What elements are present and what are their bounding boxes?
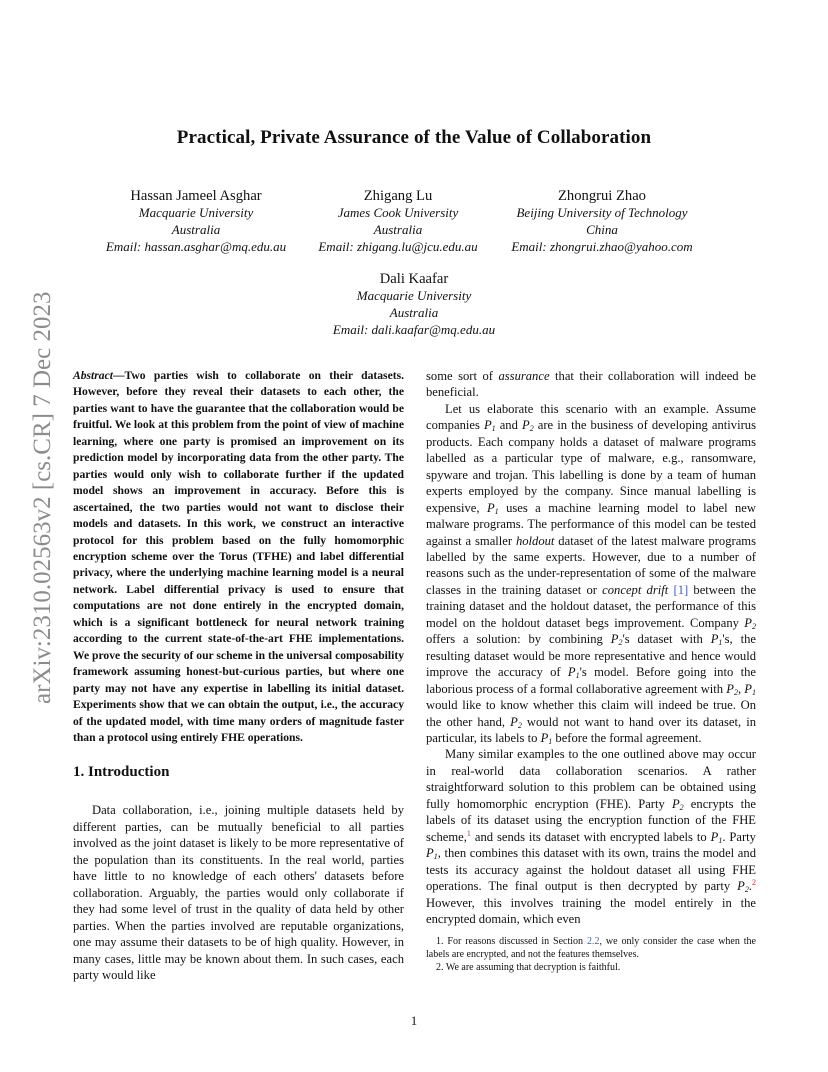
- footnote: 2. We are assuming that decryption is faithful.: [436, 962, 621, 974]
- author-name: Zhigang Lu: [363, 188, 433, 204]
- footnote-marker[interactable]: 2: [752, 877, 756, 887]
- author-country: Australia: [171, 221, 221, 237]
- party-symbol: $P_1$: [426, 846, 438, 862]
- author-affiliation: Beijing University of Technology: [516, 205, 688, 220]
- section-heading: 1. Introduction: [73, 764, 170, 781]
- author-block: [496, 187, 708, 255]
- author-affiliation: Macquarie University: [138, 205, 254, 220]
- party-symbol: $P_1$: [744, 681, 756, 697]
- citation-link[interactable]: [1]: [673, 582, 689, 597]
- arxiv-identifier: [28, 292, 58, 704]
- author-country: Australia: [373, 221, 423, 237]
- page-number: 1: [410, 1014, 418, 1028]
- party-symbol: $P_1$: [483, 418, 496, 434]
- party-symbol: $P_1$: [710, 632, 723, 648]
- page-title: Practical, Private Assurance of the Value of Collaboration: [176, 127, 652, 148]
- author-country: China: [586, 221, 618, 237]
- footnote: 1. For reasons discussed in Section 2.2, we only consider the case when the labels are encrypted, and not the features themselves.: [426, 936, 756, 961]
- author-email: Email: dali.kaafar@mq.edu.au: [332, 321, 496, 337]
- author-name: Dali Kaafar: [379, 271, 449, 287]
- party-symbol: $P_2$: [671, 796, 684, 812]
- author-name: Hassan Jameel Asghar: [130, 188, 262, 204]
- party-symbol: $P_1$: [486, 500, 499, 516]
- footnotes: [426, 935, 756, 975]
- section-link[interactable]: 2.2: [586, 936, 600, 947]
- party-symbol: $P_2$: [610, 632, 623, 648]
- party-symbol: $P_1$: [567, 665, 580, 681]
- author-affiliation: James Cook University: [337, 205, 459, 220]
- author-block: [96, 187, 296, 255]
- party-symbol: $P_2$: [737, 879, 749, 895]
- author-email: Email: zhongrui.zhao@yahoo.com: [511, 238, 693, 254]
- abstract-label: Abstract: [73, 369, 113, 382]
- author-email: Email: zhigang.lu@jcu.edu.au: [318, 238, 478, 254]
- abstract: [73, 368, 404, 746]
- author-email: Email: hassan.asghar@mq.edu.au: [105, 238, 287, 254]
- intro-paragraph: Data collaboration, i.e., joining multiple datasets held by different parties, can be mutually beneficial to all parties involved as the joint dataset is likely to be more representative of the population than its constituents. In the real world, parties have little to no knowledge of each others' datasets before collaboration. Arguably, the parties would only collaborate if they had some level of trust in the quality of data held by other parties. When the parties involved are reputable organizations, one may assume their datasets to be of high quality. However, in many cases, little may be known about them. In such cases, each party would like: [73, 803, 404, 982]
- party-symbol: $P_2$: [521, 418, 534, 434]
- party-symbol: $P_2$: [744, 615, 756, 631]
- author-affiliation: Macquarie University: [356, 288, 472, 303]
- abstract-text: —Two parties wish to collaborate on their datasets. However, before they reveal their datasets to each other, the parties want to have the guarantee that the collaboration would be fruitful. We look at this problem from the point of view of machine learning, where one party is promised an improvement on its prediction model by incorporating data from the other party. The parties would only wish to collaborate further if the updated model shows an improvement in accuracy. Before this is ascertained, the two parties would not want to disclose their models and datasets. In this work, we construct an interactive protocol for this problem based on the fully homomorphic encryption scheme over the Torus (TFHE) and label differential privacy, where the underlying machine learning model is a neural network. Label differential privacy is used to ensure that computations are not done entirely in the encrypted domain, which is a significant bottleneck for neural network training according to the current state-of-the-art FHE implementations. We prove the security of our scheme in the universal composability framework assuming honest-but-curious parties, but where one party may not have any expertise in labelling its initial dataset. Experiments show that we can obtain the output, i.e., the accuracy of the updated model, with time many orders of magnitude faster than a protocol using entirely FHE operations.: [73, 369, 404, 744]
- party-symbol: $P_2$: [726, 681, 738, 697]
- footnote-marker[interactable]: 1: [466, 828, 471, 838]
- author-block: [298, 187, 498, 255]
- left-column: [73, 368, 404, 983]
- author-block: [314, 270, 514, 338]
- body-paragraph: some sort of assurance that their collaboration will indeed be beneficial.: [426, 369, 756, 400]
- party-symbol: $P_1$: [540, 730, 553, 746]
- right-column: [426, 368, 756, 927]
- author-country: Australia: [389, 304, 439, 320]
- author-name: Zhongrui Zhao: [558, 188, 646, 204]
- body-paragraph: Many similar examples to the one outlined above may occur in real-world data collaboration scenarios. A rather straightforward solution to this problem can be obtained using fully homomorphic encryption (FHE). Party $P_2$ encrypts the labels of its dataset using the encryption function of the FHE scheme,$^1$ and sends its dataset with encrypted labels to $P_1$. Party $P_1$, then combines this dataset with its own, trains the model and tests its accuracy against the holdout dataset all using FHE operations. The final output is then decrypted by party $P_2.^2$ However, this involves training the model entirely in the encrypted domain, which even: [426, 747, 756, 926]
- party-symbol: $P_2$: [510, 714, 522, 730]
- arxiv-identifier-text: arXiv:2310.02563v2 [cs.CR] 7 Dec 2023: [29, 291, 56, 704]
- party-symbol: $P_1$: [710, 829, 723, 845]
- body-paragraph: Let us elaborate this scenario with an example. Assume companies $P_1$ and $P_2$ are in the business of developing antivirus products. Each company holds a dataset of malware programs labelled as a particular type of malware, e.g., ransomware, spyware and trojan. This labelling is done by a team of human experts employed by the company. Since manual labelling is expensive, $P_1$ uses a machine learning model to label new malware programs. The performance of this model can be tested against a smaller holdout dataset of the latest malware programs labelled by the same experts. However, due to a number of reasons such as the under-representation of some of the malware classes in the training dataset or concept drift [1] between the training dataset and the holdout dataset, the performance of this model on the holdout dataset begs improvement. Company $P_2$ offers a solution: by combining $P_2's$ dataset with $P_1's$, the resulting dataset would be more representative and hence would improve the accuracy of $P_1's$ model. Before going into the laborious process of a formal collaborative agreement with $P_2$, $P_1$ would like to know whether this claim will indeed be true. On the other hand, $P_2$ would not want to hand over its dataset, in particular, its labels to $P_1$ before the formal agreement.: [426, 401, 756, 746]
